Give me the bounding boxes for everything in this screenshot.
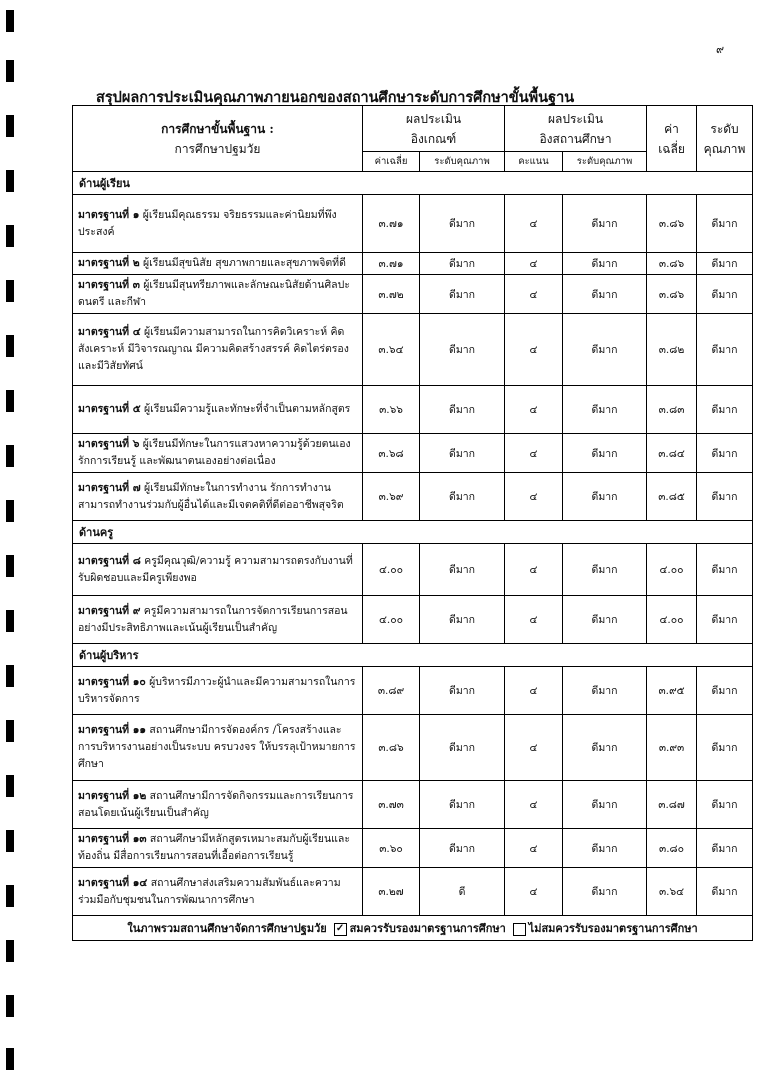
standard-label: มาตรฐานที่ ๑๐	[78, 675, 146, 688]
standard-cell	[73, 829, 363, 868]
standard-label: มาตรฐานที่ ๑๓	[78, 833, 147, 845]
overall-avg: ๓.๘๕	[647, 473, 697, 521]
overall-quality: ดีมาก	[697, 667, 753, 715]
summary-row	[73, 916, 753, 941]
standard-label: มาตรฐานที่ ๑๔	[78, 876, 148, 889]
criteria-quality: ดีมาก	[420, 473, 505, 521]
standard-label: มาตรฐานที่ ๕	[78, 403, 141, 415]
binder-mark	[6, 390, 14, 412]
standard-cell	[73, 386, 363, 434]
binder-mark	[6, 885, 14, 907]
criteria-quality: ดี	[420, 868, 505, 916]
header-criteria-group: ผลประเมิน อิงเกณฑ์	[363, 106, 505, 152]
evaluation-table-body	[72, 105, 753, 941]
school-score: ๔	[505, 596, 563, 644]
criteria-quality: ดีมาก	[420, 253, 505, 275]
page-title: สรุปผลการประเมินคุณภาพภายนอกของสถานศึกษาระดับการศึกษาขั้นพื้นฐาน	[96, 89, 575, 106]
binder-mark	[6, 555, 14, 577]
overall-quality: ดีมาก	[697, 434, 753, 473]
header-level-title: การศึกษาขั้นพื้นฐาน :	[161, 121, 274, 136]
overall-quality: ดีมาก	[697, 829, 753, 868]
standard-label: มาตรฐานที่ ๑๒	[78, 789, 147, 802]
standard-cell	[73, 544, 363, 596]
school-score: ๔	[505, 253, 563, 275]
summary-lead: ในภาพรวมสถานศึกษาจัดการศึกษาปฐมวัย	[127, 922, 327, 935]
header-sub-quality2: ระดับคุณภาพ	[563, 152, 647, 172]
criteria-quality: ดีมาก	[420, 275, 505, 314]
school-score: ๔	[505, 781, 563, 829]
header-school-group: ผลประเมิน อิงสถานศึกษา	[505, 106, 647, 152]
section-title: ด้านผู้เรียน	[73, 172, 753, 195]
header-level-cell	[73, 106, 363, 172]
standard-text: ผู้เรียนมีทักษะในการแสวงหาความรู้ด้วยตนเอง รักการเรียนรู้ และพัฒนาตนเองอย่างต่อเนื่อง	[78, 438, 351, 467]
header-quality: ระดับ คุณภาพ	[697, 106, 753, 172]
standard-text: ผู้เรียนมีสุนทรียภาพและลักษณะนิสัยด้านศิลปะ ดนตรี และกีฬา	[78, 279, 350, 308]
school-quality: ดีมาก	[563, 715, 647, 781]
summary-option-yes: สมควรรับรองมาตรฐานการศึกษา	[349, 922, 506, 935]
standard-cell	[73, 781, 363, 829]
standard-label: มาตรฐานที่ ๙	[78, 604, 141, 617]
binder-mark	[6, 1048, 14, 1070]
binder-mark	[6, 940, 14, 962]
overall-avg: ๓.๘๗	[647, 781, 697, 829]
criteria-avg: ๓.๘๖	[363, 715, 420, 781]
school-score: ๔	[505, 868, 563, 916]
overall-quality: ดีมาก	[697, 275, 753, 314]
school-quality: ดีมาก	[563, 596, 647, 644]
standard-text: ผู้บริหารมีภาวะผู้นำและมีความสามารถในการบริหารจัดการ	[78, 675, 356, 705]
table-row	[73, 253, 753, 275]
school-quality: ดีมาก	[563, 829, 647, 868]
standard-label: มาตรฐานที่ ๗	[78, 481, 141, 494]
section-title: ด้านครู	[73, 521, 753, 544]
school-score: ๔	[505, 715, 563, 781]
binder-mark	[6, 170, 14, 192]
school-score: ๔	[505, 473, 563, 521]
binder-mark	[6, 500, 14, 522]
standard-text: สถานศึกษามีการจัดองค์กร /โครงสร้างและการบริหารงานอย่างเป็นระบบ ครบวงจร ให้บรรลุเป้าหมายการศึกษา	[78, 724, 356, 770]
standard-cell	[73, 868, 363, 916]
school-quality: ดีมาก	[563, 434, 647, 473]
overall-avg: ๓.๘๖	[647, 275, 697, 314]
overall-avg: ๓.๘๓	[647, 386, 697, 434]
standard-label: มาตรฐานที่ ๓	[78, 279, 140, 291]
header-level-sub: การศึกษาปฐมวัย	[174, 141, 261, 156]
school-score: ๔	[505, 829, 563, 868]
section-row	[73, 172, 753, 195]
criteria-avg: ๓.๗๒	[363, 275, 420, 314]
criteria-avg: ๔.๐๐	[363, 596, 420, 644]
overall-quality: ดีมาก	[697, 473, 753, 521]
standard-text: ผู้เรียนมีความสามารถในการคิดวิเคราะห์ คิดสังเคราะห์ มีวิจารณญาณ มีความคิดสร้างสรรค์ คิดไตร่ตรอง และมีวิสัยทัศน์	[78, 326, 349, 372]
overall-avg: ๓.๘๒	[647, 314, 697, 386]
school-quality: ดีมาก	[563, 781, 647, 829]
binder-mark	[6, 335, 14, 357]
criteria-avg: ๓.๖๐	[363, 829, 420, 868]
header-avg: ค่า เฉลี่ย	[647, 106, 697, 172]
table-row	[73, 781, 753, 829]
criteria-quality: ดีมาก	[420, 829, 505, 868]
standard-cell	[73, 715, 363, 781]
overall-avg: ๔.๐๐	[647, 596, 697, 644]
table-row	[73, 544, 753, 596]
standard-cell	[73, 253, 363, 275]
binder-mark	[6, 115, 14, 137]
overall-quality: ดีมาก	[697, 386, 753, 434]
page-number: ๙	[716, 43, 725, 56]
overall-avg: ๓.๙๕	[647, 667, 697, 715]
binder-mark	[6, 720, 14, 742]
header-sub-score: คะแนน	[505, 152, 563, 172]
school-quality: ดีมาก	[563, 667, 647, 715]
overall-avg: ๓.๘๔	[647, 434, 697, 473]
standard-text: ผู้เรียนมีสุขนิสัย สุขภาพกายและสุขภาพจิตที่ดี	[143, 257, 346, 269]
table-row	[73, 386, 753, 434]
table-row	[73, 195, 753, 253]
criteria-avg: ๓.๗๑	[363, 253, 420, 275]
table-row	[73, 314, 753, 386]
standard-cell	[73, 473, 363, 521]
checkbox-empty-icon	[513, 923, 526, 936]
binder-mark	[6, 995, 14, 1017]
school-quality: ดีมาก	[563, 275, 647, 314]
summary-cell	[73, 916, 753, 941]
header-sub-avg: ค่าเฉลี่ย	[363, 152, 420, 172]
criteria-quality: ดีมาก	[420, 781, 505, 829]
criteria-avg: ๓.๖๙	[363, 473, 420, 521]
school-quality: ดีมาก	[563, 868, 647, 916]
overall-quality: ดีมาก	[697, 715, 753, 781]
school-score: ๔	[505, 275, 563, 314]
header-sub-quality: ระดับคุณภาพ	[420, 152, 505, 172]
standard-text: ผู้เรียนมีทักษะในการทำงาน รักการทำงาน สามารถทำงานร่วมกับผู้อื่นได้และมีเจตคติที่ดีต่ออาชีพสุจริต	[78, 481, 344, 511]
school-quality: ดีมาก	[563, 473, 647, 521]
binder-mark	[6, 665, 14, 687]
table-row	[73, 275, 753, 314]
table-row	[73, 596, 753, 644]
criteria-avg: ๓.๖๘	[363, 434, 420, 473]
overall-avg: ๔.๐๐	[647, 544, 697, 596]
criteria-quality: ดีมาก	[420, 596, 505, 644]
binder-mark	[6, 830, 14, 852]
binder-mark	[6, 10, 14, 32]
table-row	[73, 473, 753, 521]
standard-label: มาตรฐานที่ ๑	[78, 208, 140, 221]
overall-avg: ๓.๙๓	[647, 715, 697, 781]
overall-avg: ๓.๘๖	[647, 195, 697, 253]
school-score: ๔	[505, 195, 563, 253]
overall-avg: ๓.๘๖	[647, 253, 697, 275]
section-title: ด้านผู้บริหาร	[73, 644, 753, 667]
table-row	[73, 829, 753, 868]
criteria-avg: ๓.๖๔	[363, 314, 420, 386]
standard-text: ผู้เรียนมีคุณธรรม จริยธรรมและค่านิยมที่พึงประสงค์	[78, 208, 337, 238]
check-mark: ✓	[335, 922, 345, 934]
overall-quality: ดีมาก	[697, 781, 753, 829]
summary-option-no: ไม่สมควรรับรองมาตรฐานการศึกษา	[528, 922, 698, 935]
checkbox-checked-icon	[334, 923, 347, 936]
binder-mark	[6, 225, 14, 247]
standard-cell	[73, 667, 363, 715]
overall-quality: ดีมาก	[697, 195, 753, 253]
binder-mark	[6, 280, 14, 302]
school-score: ๔	[505, 667, 563, 715]
overall-quality: ดีมาก	[697, 596, 753, 644]
standard-cell	[73, 434, 363, 473]
school-score: ๔	[505, 314, 563, 386]
school-quality: ดีมาก	[563, 195, 647, 253]
criteria-avg: ๓.๘๙	[363, 667, 420, 715]
standard-cell	[73, 314, 363, 386]
standard-text: สถานศึกษาส่งเสริมความสัมพันธ์และความร่วมมือกับชุมชนในการพัฒนาการศึกษา	[78, 876, 341, 906]
criteria-quality: ดีมาก	[420, 667, 505, 715]
school-score: ๔	[505, 386, 563, 434]
criteria-avg: ๔.๐๐	[363, 544, 420, 596]
binder-mark	[6, 445, 14, 467]
standard-cell	[73, 275, 363, 314]
criteria-avg: ๓.๖๖	[363, 386, 420, 434]
standard-text: สถานศึกษามีการจัดกิจกรรมและการเรียนการสอนโดยเน้นผู้เรียนเป็นสำคัญ	[78, 789, 354, 819]
table-row	[73, 434, 753, 473]
table-row	[73, 667, 753, 715]
binder-mark	[6, 60, 14, 82]
school-score: ๔	[505, 544, 563, 596]
overall-quality: ดีมาก	[697, 868, 753, 916]
standard-text: สถานศึกษามีหลักสูตรเหมาะสมกับผู้เรียนและท้องถิ่น มีสื่อการเรียนการสอนที่เอื้อต่อการเรียนรู้	[78, 833, 350, 862]
school-quality: ดีมาก	[563, 253, 647, 275]
overall-avg: ๓.๖๔	[647, 868, 697, 916]
standard-label: มาตรฐานที่ ๒	[78, 257, 140, 269]
standard-cell	[73, 596, 363, 644]
standard-text: ครูมีความสามารถในการจัดการเรียนการสอนอย่างมีประสิทธิภาพและเน้นผู้เรียนเป็นสำคัญ	[78, 604, 348, 634]
criteria-quality: ดีมาก	[420, 386, 505, 434]
table-row	[73, 715, 753, 781]
criteria-avg: ๓.๗๑	[363, 195, 420, 253]
binder-mark	[6, 775, 14, 797]
criteria-quality: ดีมาก	[420, 434, 505, 473]
overall-avg: ๓.๘๐	[647, 829, 697, 868]
criteria-quality: ดีมาก	[420, 195, 505, 253]
standard-label: มาตรฐานที่ ๔	[78, 326, 141, 338]
standard-text: ผู้เรียนมีความรู้และทักษะที่จำเป็นตามหลักสูตร	[144, 403, 351, 415]
table-row	[73, 868, 753, 916]
overall-quality: ดีมาก	[697, 253, 753, 275]
overall-quality: ดีมาก	[697, 544, 753, 596]
section-row	[73, 644, 753, 667]
school-quality: ดีมาก	[563, 544, 647, 596]
overall-quality: ดีมาก	[697, 314, 753, 386]
school-quality: ดีมาก	[563, 314, 647, 386]
standard-text: ครูมีคุณวุฒิ/ความรู้ ความสามารถตรงกับงานที่รับผิดชอบและมีครูเพียงพอ	[78, 554, 353, 584]
criteria-quality: ดีมาก	[420, 544, 505, 596]
criteria-avg: ๓.๗๓	[363, 781, 420, 829]
criteria-quality: ดีมาก	[420, 715, 505, 781]
criteria-quality: ดีมาก	[420, 314, 505, 386]
standard-label: มาตรฐานที่ ๑๑	[78, 724, 147, 736]
binder-mark	[6, 610, 14, 632]
standard-cell	[73, 195, 363, 253]
criteria-avg: ๓.๒๗	[363, 868, 420, 916]
standard-label: มาตรฐานที่ ๖	[78, 438, 140, 450]
standard-label: มาตรฐานที่ ๘	[78, 554, 141, 567]
section-row	[73, 521, 753, 544]
school-score: ๔	[505, 434, 563, 473]
school-quality: ดีมาก	[563, 386, 647, 434]
